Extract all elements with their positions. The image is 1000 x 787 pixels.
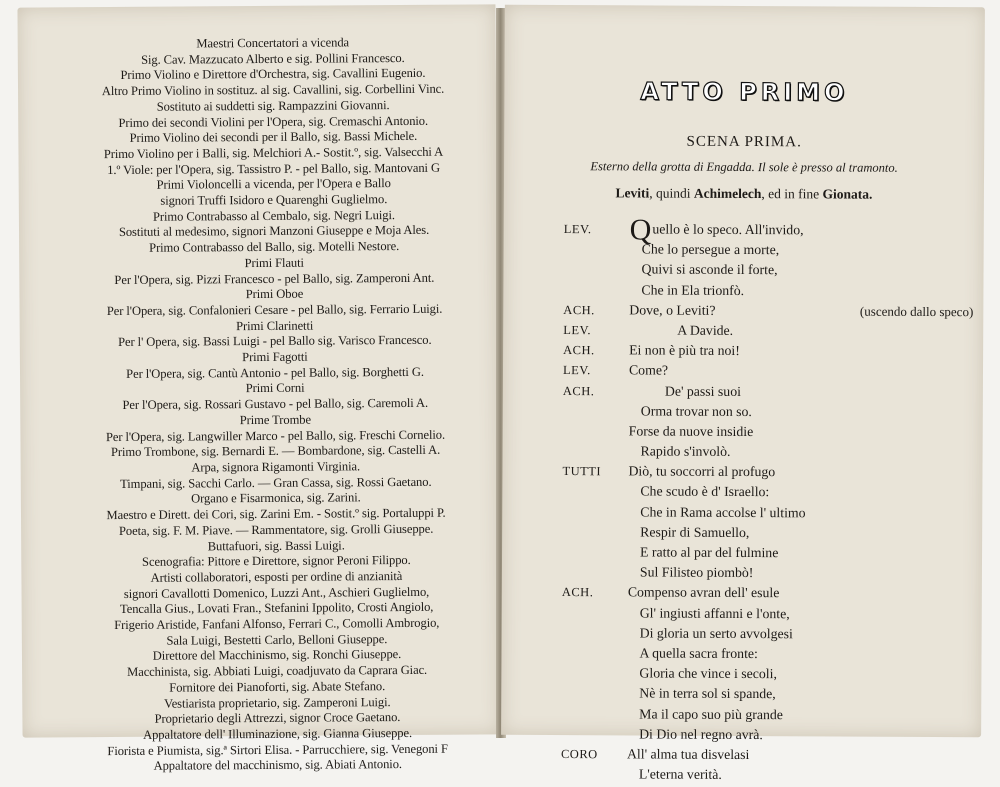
verse-line: L'eterna verità.	[638, 766, 722, 782]
credit-line: Primo Violino e Direttore d'Orchestra, sig. Cavallini Eugenio.	[120, 66, 426, 83]
verse-text	[629, 341, 740, 362]
characters-separator: , quindi	[649, 185, 694, 201]
credits-list	[58, 34, 493, 775]
scene-setting: Esterno della grotta di Engadda. Il sole è presso al tramonto.	[590, 159, 898, 175]
dialogue-line	[562, 562, 972, 584]
verse-line: Gloria che vince i secoli,	[639, 665, 777, 682]
verse-text	[639, 765, 722, 786]
credit-line: Vestiarista proprietario, sig. Zamperoni Luigi.	[164, 694, 391, 711]
dialogue-line	[562, 603, 972, 625]
speaker-label: ACH.	[561, 585, 594, 600]
verse-text	[640, 623, 793, 644]
speaker-label: CORO	[560, 746, 598, 762]
verse-line: Rapido s'involò.	[640, 443, 731, 459]
dialogue-line	[561, 704, 971, 726]
credit-line: Primo dei secondi Violini per l'Opera, sig. Cremaschi Antonio.	[118, 113, 429, 130]
dialogue-line	[563, 421, 973, 443]
verse-line: De' passi suoi	[664, 383, 742, 399]
dialogue-line	[564, 239, 974, 261]
verse-text	[639, 704, 783, 725]
verse-line: Nè in terra sol si spande,	[639, 685, 776, 702]
dialogue-line	[562, 461, 972, 483]
character-gionata: Gionata.	[822, 186, 873, 202]
verse-text	[639, 643, 757, 664]
credit-line: Primi Violoncelli a vicenda, per l'Opera e Ballo	[156, 176, 391, 193]
dialogue-line	[563, 280, 973, 302]
credit-line: Primo Trombone, sig. Bernardi E. — Bombardone, sig. Castelli A.	[110, 443, 441, 460]
dialogue-line	[563, 213, 974, 247]
verse-line: All' alma tua disvelasi	[626, 746, 750, 762]
character-leviti: Leviti	[615, 185, 650, 201]
verse-line: Gl' ingiusti affanni e l'onte,	[639, 605, 790, 621]
drop-cap: Q	[629, 213, 652, 247]
credit-line: Per l'Opera, sig. Langwiller Marco - pel Ballo, sig. Freschi Cornelio.	[105, 427, 446, 444]
verse-text	[640, 522, 749, 543]
verse-line: Quivi si asconde il forte,	[641, 261, 778, 278]
credit-line: Fiorista e Piumista, sig.ª Sirtori Elisa. - Parrucchiere, sig. Venegoni F	[107, 741, 448, 758]
credit-line: Poeta, sig. F. M. Piave. — Rammentatore, sig. Grolli Giuseppe.	[118, 521, 434, 538]
verse-line: Ei non è più tra noi!	[629, 342, 740, 359]
verse-text	[641, 442, 731, 463]
credit-line: 1.º Viole: per l'Opera, sig. Tassistro P. - pel Ballo, sig. Mantovani G	[107, 160, 441, 177]
scene-title: SCENA PRIMA.	[686, 133, 802, 151]
credit-line: Sostituti al medesimo, signori Manzoni Giuseppe e Moja Ales.	[118, 223, 430, 240]
credit-line: Primi Flauti	[244, 255, 304, 270]
verse-line: E ratto al par del fulmine	[640, 544, 779, 561]
speaker-label: ACH.	[563, 343, 595, 358]
verse-text	[640, 482, 769, 503]
verse-text	[665, 381, 741, 402]
dialogue-line	[562, 522, 972, 544]
verse-line: Compenso avran dell' esule	[627, 584, 780, 601]
verse-text	[641, 280, 744, 301]
credit-line: Sig. Cav. Mazzucato Alberto e sig. Pollini Francesco.	[140, 50, 405, 67]
speaker-label: ACH.	[562, 383, 595, 398]
character-achimelech: Achimelech	[693, 185, 762, 202]
verse-line: Respir di Samuello,	[640, 524, 750, 540]
verse-text	[640, 563, 754, 584]
credit-line: Tencalla Gius., Lovati Fran., Stefanini Ippolito, Crosti Angiolo,	[119, 600, 434, 617]
verse-text	[641, 260, 777, 281]
verse-line: A Davide.	[677, 322, 734, 338]
credit-line: Altro Primo Violino in sostituz. al sig. Cavallini, sig. Corbellini Vinc.	[101, 81, 445, 99]
verse-text	[629, 421, 754, 442]
dialogue-line	[563, 300, 973, 322]
verse-text	[640, 502, 805, 523]
dialogue-line	[561, 683, 971, 705]
characters-line	[504, 185, 984, 204]
credit-line: Timpani, sig. Sacchi Carlo. — Gran Cassa, sig. Rossi Gaetano.	[120, 474, 432, 491]
act-title: ATTO PRIMO	[640, 77, 849, 107]
dialogue-line	[561, 744, 971, 766]
verse-text	[642, 240, 780, 261]
dialogue-line	[563, 381, 973, 403]
credit-line: Sostituto ai suddetti sig. Rampazzini Giovanni.	[156, 97, 390, 114]
verse-text	[629, 213, 804, 247]
verse-line: uello è lo speco. All'invido,	[652, 221, 804, 238]
verse-text	[641, 401, 752, 422]
dialogue-line	[563, 340, 973, 362]
credit-line: Per l'Opera, sig. Cantù Antonio - pel Ballo, sig. Borghetti G.	[126, 364, 424, 381]
verse-line: Ma il capo suo più grande	[639, 705, 783, 722]
verse-text	[640, 603, 790, 624]
credit-line: Maestro e Dirett. dei Cori, sig. Zarini Em. - Sostit.º sig. Portaluppi P.	[106, 505, 446, 523]
dialogue-line	[563, 401, 973, 423]
credit-line: Proprietario degli Attrezzi, signor Croce Gaetano.	[154, 710, 401, 726]
verse-text	[639, 724, 763, 745]
credit-line: Primi Corni	[245, 381, 305, 396]
credit-line: signori Cavallotti Domenico, Luzzi Ant., Aschieri Guglielmo,	[123, 584, 430, 601]
credit-line: Arpa, signora Rigamonti Virginia.	[191, 459, 361, 475]
verse-line: A quella sacra fronte:	[639, 645, 758, 662]
credit-line: Organo e Fisarmonica, sig. Zarini.	[191, 490, 361, 506]
verse-line: Sul Filisteo piombò!	[639, 564, 754, 581]
speaker-label: LEV.	[563, 322, 592, 338]
speaker-label: LEV.	[563, 222, 592, 237]
dialogue-line	[562, 582, 972, 604]
credit-line: Buttafuori, sig. Bassi Luigi.	[207, 537, 345, 553]
right-page	[501, 5, 985, 782]
credit-line: Appaltatore dell' Illuminazione, sig. Gianna Giuseppe.	[143, 725, 413, 742]
credit-line: Primi Clarinetti	[236, 318, 314, 333]
verse-line: Diò, tu soccorri al profugo	[628, 463, 776, 480]
credit-line: Macchinista, sig. Abbiati Luigi, coadjuvato da Caprara Giac.	[127, 662, 428, 680]
credit-line: Maestri Concertatori a vicenda	[196, 35, 350, 51]
verse-line: Come?	[628, 362, 669, 378]
credit-line: Primo Contrabasso al Cembalo, sig. Negri Luigi.	[152, 207, 395, 224]
speaker-label: LEV.	[562, 363, 591, 378]
credit-line: Appaltatore del macchinismo, sig. Abiati Antonio.	[153, 757, 402, 774]
verse-line: Orma trovar non so.	[640, 403, 752, 419]
verse-text	[629, 300, 715, 321]
dialogue-line	[562, 542, 972, 564]
dialogue-line	[563, 320, 973, 342]
dialogue-block	[560, 213, 974, 786]
dialogue-line	[561, 663, 971, 685]
credit-line: Primi Fagotti	[242, 349, 308, 365]
dialogue-line	[562, 502, 972, 524]
credit-line: Prime Trombe	[239, 412, 311, 428]
credit-line: Primo Contrabasso del Ballo, sig. Motelli Nestore.	[149, 239, 400, 255]
credit-line: Primo Violino dei secondi per il Ballo, sig. Bassi Michele.	[129, 129, 418, 146]
credit-line: Frigerio Aristide, Fanfani Alfonso, Ferrari C., Comolli Ambrogio,	[114, 615, 440, 633]
verse-text	[639, 684, 776, 705]
credit-line: signori Truffi Isidoro e Quarenghi Guglielmo.	[160, 192, 388, 208]
verse-line: Di gloria un serto avvolgesi	[639, 625, 793, 642]
verse-line: Che in Rama accolse l' ultimo	[640, 504, 806, 520]
credit-line: Per l' Opera, sig. Bassi Luigi - pel Ballo sig. Varisco Francesco.	[118, 333, 432, 350]
credit-line: Scenografia: Pittore e Direttore, signor Peroni Filippo.	[141, 553, 411, 570]
speaker-label: TUTTI	[562, 464, 602, 479]
speaker-label: ACH.	[563, 302, 595, 317]
dialogue-line	[561, 643, 971, 665]
verse-text	[628, 462, 775, 483]
verse-line: Che scudo è d' Israello:	[640, 483, 770, 500]
characters-separator: , ed in fine	[761, 186, 823, 202]
verse-line: Dove, o Leviti?	[629, 302, 716, 318]
credit-line: Per l'Opera, sig. Confalonieri Cesare - pel Ballo, sig. Ferrario Luigi.	[106, 301, 443, 319]
credit-line: Direttore del Macchinismo, sig. Ronchi Giuseppe.	[152, 647, 402, 664]
dialogue-line	[561, 724, 971, 746]
verse-line: Forse da nuove insidie	[628, 423, 754, 439]
dialogue-line	[563, 441, 973, 463]
verse-line: Che in Ela trionfò.	[641, 282, 745, 298]
verse-text	[628, 583, 780, 604]
verse-line: Che lo persegue a morte,	[641, 241, 780, 258]
credit-line: Artisti collaboratori, esposti per ordine di anzianità	[150, 568, 403, 585]
credit-line: Primi Oboe	[245, 286, 304, 302]
dialogue-line	[561, 764, 971, 786]
credit-line: Primo Violino per i Balli, sig. Melchiori A.- Sostit.º, sig. Valsecchi A	[103, 144, 444, 161]
verse-line: Di Dio nel regno avrà.	[639, 726, 763, 742]
stage-direction: (uscendo dallo speco)	[859, 303, 974, 319]
credit-line: Per l'Opera, sig. Rossari Gustavo - pel Ballo, sig. Caremoli A.	[122, 395, 429, 413]
left-page	[17, 4, 500, 774]
dialogue-line	[563, 259, 973, 281]
dialogue-line	[562, 481, 972, 503]
verse-text	[677, 321, 733, 341]
credit-line: Per l'Opera, sig. Pizzi Francesco - pel Ballo, sig. Zamperoni Ant.	[114, 270, 435, 287]
verse-text	[639, 664, 777, 685]
dialogue-line	[563, 360, 973, 382]
verse-text	[629, 361, 668, 381]
credit-line: Fornitore dei Pianoforti, sig. Abate Stefano.	[169, 678, 386, 695]
verse-text	[627, 744, 750, 765]
dialogue-line	[562, 623, 972, 645]
verse-text	[640, 542, 778, 563]
credit-line: Sala Luigi, Bestetti Carlo, Belloni Giuseppe.	[166, 631, 388, 648]
